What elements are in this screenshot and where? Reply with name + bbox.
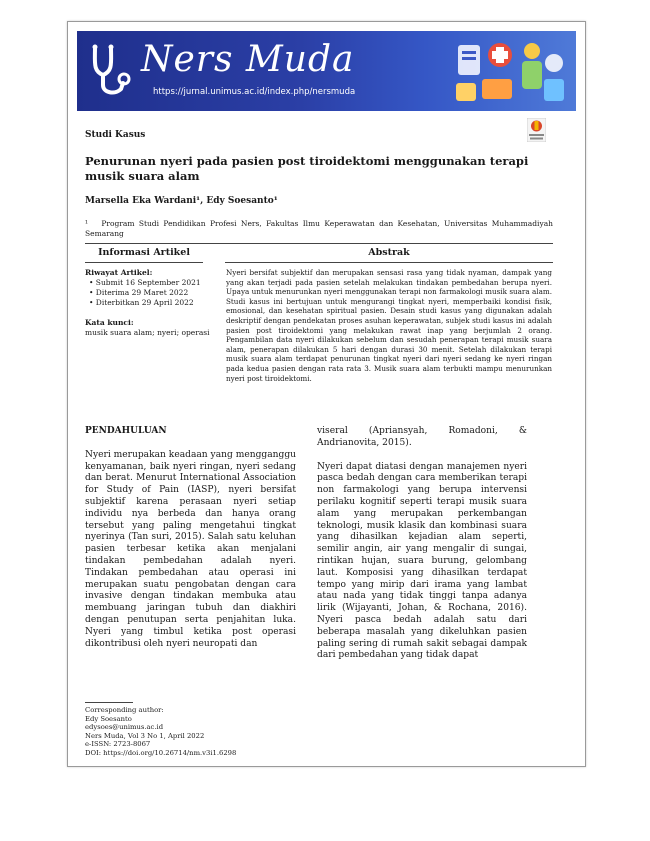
info-divider <box>85 262 203 263</box>
medical-illustration-icon <box>452 35 570 107</box>
info-heading: Informasi Artikel <box>98 247 190 258</box>
body-column-right <box>317 426 527 674</box>
history-item: • Submit 16 September 2021 <box>89 278 201 287</box>
correspondence-block <box>85 706 236 758</box>
affiliation <box>85 219 553 239</box>
article-info <box>85 268 215 338</box>
paragraph: Nyeri dapat diatasi dengan manajemen nyeri pasca bedah dengan cara memberikan terapi non farmakologi yang berupa intervensi perilaku kognitif seperti terapi musik suara alam yang merupakan perkembangan teknologi, musik klasik dan kombinasi suara yang dihasilkan kejadian alam seperti, semilir angin, air yang mengalir di sungai, rintikan hujan, suara burung, gelombang laut. Komposisi yang dihasilkan terdapat tempo yang mirip dari irama yang lambat atau nada yang tidak tinggi tanpa adanya lirik (Wijayanti, Johan, & Rochana, 2016). Nyeri pasca bedah adalah satu dari beberapa masalah yang dikeluhkan pasien paling sering di rumah sakit sebagai dampak dari pembedahan yang tidak dapat <box>317 461 527 661</box>
paragraph: viseral (Apriansyah, Romadoni, & Andrianovita, 2015). <box>317 426 527 448</box>
section-heading: PENDAHULUAN <box>85 426 167 436</box>
article-authors: Marsella Eka Wardani¹, Edy Soesanto¹ <box>85 196 278 206</box>
journal-name: Ners Muda <box>141 39 355 80</box>
stethoscope-logo-icon <box>89 43 133 99</box>
check-for-updates-icon[interactable] <box>527 118 546 142</box>
history-label: Riwayat Artikel: <box>85 268 153 277</box>
history-item: • Diterima 29 Maret 2022 <box>89 288 189 297</box>
journal-url[interactable]: https://jurnal.unimus.ac.id/index.php/nersmuda <box>153 87 356 97</box>
abstract-heading: Abstrak <box>368 247 410 258</box>
abstract-divider <box>225 262 553 263</box>
affiliation-text: Program Studi Pendidikan Profesi Ners, Fakultas Ilmu Keperawatan dan Kesehatan, Universitas Muhammadiyah Semarang <box>85 219 553 238</box>
corr-label: Corresponding author: <box>85 706 164 714</box>
corr-name: Edy Soesanto <box>85 714 132 723</box>
keywords: musik suara alam; nyeri; operasi <box>85 328 210 337</box>
article-type: Studi Kasus <box>85 130 146 140</box>
corr-citation: Ners Muda, Vol 3 No 1, April 2022 <box>85 731 205 740</box>
footnote-divider <box>85 702 133 703</box>
body-column-left <box>85 426 296 662</box>
corr-doi[interactable]: DOI: https://doi.org/10.26714/nm.v3i1.6298 <box>85 748 237 757</box>
divider <box>85 243 553 244</box>
abstract-text: Nyeri bersifat subjektif dan merupakan sensasi rasa yang tidak nyaman, dampak yang yang akan terjadi pada pasien setelah melakukan tindakan pembedahan berupa nyeri. Upaya untuk menurunkan nyeri menggunakan terapi non farmakologi musik suara alam. Studi kasus ini bertujuan untuk mengurangi tingkat nyeri, memperbaiki kondisi fisik, emosional, dan kesehatan spiritual pasien. Desain studi kasus yang digunakan adalah deskriptif dengan pendekatan proses asuhan keperawatan, subjek studi kasus ini adalah pasien post tiroidektomi yang melakukan rawat inap yang berjumlah 2 orang. Pengambilan data nyeri dilakukan sebelum dan sesudah penerapan terapi musik suara alam, penerapan dilakukan 5 hari dengan durasi 30 menit. Setelah dilakukan terapi musik suara alam terdapat penurunan tingkat nyeri dari nyeri sedang ke nyeri ringan pada kedua pasien dengan rata rata 3. Musik suara alam terbukti mampu menurunkan nyeri post tiroidektomi. <box>226 268 552 383</box>
journal-banner <box>77 31 576 111</box>
article-title: Penurunan nyeri pada pasien post tiroidektomi menggunakan terapi musik suara alam <box>85 154 529 183</box>
paper-page <box>67 21 586 767</box>
keywords-label: Kata kunci: <box>85 318 134 327</box>
history-item: • Diterbitkan 29 April 2022 <box>89 298 194 307</box>
corr-email[interactable]: edysoes@unimus.ac.id <box>85 723 164 732</box>
paragraph: Nyeri merupakan keadaan yang mengganggu kenyamanan, baik nyeri ringan, nyeri sedang dan berat. Menurut International Association for Study of Pain (IASP), nyeri bersifat subjektif karena perasaan nyeri setiap individu nya berbeda dan hanya orang tersebut yang paling mengetahui tingkat nyerinya (Tan suri, 2015). Salah satu keluhan pasien terbesar ketika akan menjalani tindakan pembedahan adalah nyeri. Tindakan pembedahan atau operasi ini merupakan suatu pengobatan dengan cara invasive dengan tindakan membuka atau membuang jaringan tubuh dan diakhiri dengan penutupan serta penjahitan luka. Nyeri yang timbul ketika post operasi dikontribusi oleh nyeri neuropati dan <box>85 449 296 649</box>
corr-issn: e-ISSN: 2723-8067 <box>85 740 151 749</box>
affiliation-mark: ¹ <box>85 219 89 228</box>
